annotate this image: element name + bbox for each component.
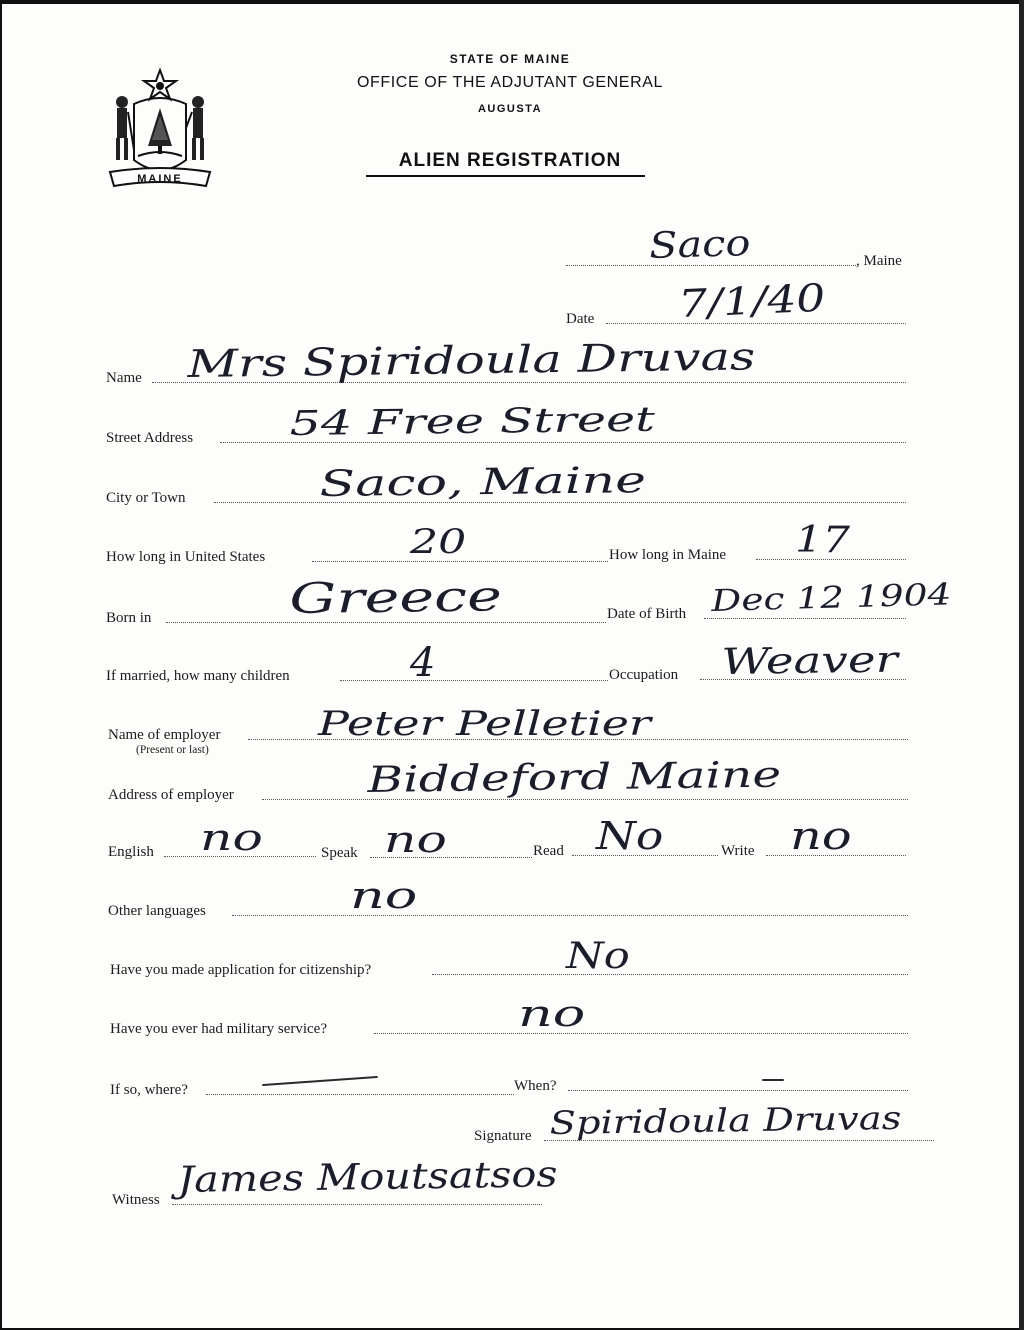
seal-banner-text: MAINE	[137, 173, 183, 185]
military-line	[374, 1033, 908, 1034]
employer-value: Peter Pelletier	[318, 704, 651, 744]
witness-value: James Moutsatsos	[177, 1154, 558, 1201]
where-dash-mark	[262, 1076, 378, 1086]
occupation-value: Weaver	[721, 639, 899, 683]
city-or-town-value: Saco, Maine	[318, 460, 647, 505]
military-value: no	[518, 994, 586, 1035]
place-suffix: , Maine	[856, 253, 902, 269]
street-address-value: 54 Free Street	[288, 399, 656, 444]
children-label: If married, how many children	[106, 668, 290, 684]
citizenship-label: Have you made application for citizenship?	[110, 962, 372, 978]
scan-edge-top	[0, 0, 1024, 4]
witness-label: Witness	[112, 1192, 160, 1208]
born-in-value: Greece	[288, 571, 503, 623]
employer-address-label: Address of employer	[108, 787, 234, 803]
speak-label: Speak	[321, 845, 358, 861]
employer-address-line	[262, 799, 908, 800]
other-languages-value: no	[350, 876, 418, 917]
other-languages-label: Other languages	[108, 903, 206, 919]
signature-value: Spiridoula Druvas	[549, 1098, 902, 1142]
form-title: ALIEN REGISTRATION	[398, 150, 622, 171]
header-state: STATE OF MAINE	[449, 52, 571, 66]
citizenship-line	[432, 974, 908, 975]
read-label: Read	[533, 843, 564, 859]
children-line	[340, 680, 608, 681]
english-label: English	[108, 844, 154, 860]
city-or-town-line	[214, 502, 906, 503]
children-value: 4	[410, 640, 436, 686]
date-line	[606, 323, 906, 324]
city-or-town-label: City or Town	[106, 490, 186, 506]
when-line	[568, 1090, 908, 1091]
speak-value: no	[384, 820, 447, 861]
maine-state-seal	[106, 68, 214, 192]
write-label: Write	[721, 843, 755, 859]
street-address-label: Street Address	[106, 430, 194, 446]
citizenship-value: No	[566, 936, 630, 977]
employer-address-value: Biddeford Maine	[367, 754, 782, 801]
name-label: Name	[106, 370, 142, 386]
employer-label: Name of employer	[108, 727, 221, 743]
where-label: If so, where?	[110, 1082, 188, 1098]
signature-label: Signature	[474, 1128, 532, 1144]
how-long-us-label: How long in United States	[106, 549, 266, 565]
where-line	[206, 1094, 514, 1095]
military-label: Have you ever had military service?	[110, 1021, 327, 1037]
header-office: OFFICE OF THE ADJUTANT GENERAL	[356, 74, 664, 91]
date-value: 7/1/40	[677, 275, 827, 326]
how-long-us-value: 20	[410, 522, 467, 562]
date-of-birth-value: Dec 12 1904	[710, 577, 953, 619]
name-value: Mrs Spiridoula Druvas	[187, 334, 756, 386]
how-long-maine-label: How long in Maine	[609, 547, 727, 563]
date-label: Date	[566, 311, 595, 327]
read-value: No	[596, 814, 664, 858]
place-value: Saco	[648, 222, 752, 267]
when-dash-mark	[762, 1079, 784, 1081]
other-languages-line	[232, 915, 908, 916]
born-in-line	[166, 622, 606, 623]
scan-edge-right	[1019, 0, 1024, 1330]
employer-sublabel: (Present or last)	[136, 744, 209, 756]
when-label: When?	[514, 1078, 557, 1094]
witness-line	[172, 1204, 542, 1205]
occupation-label: Occupation	[609, 667, 679, 683]
date-of-birth-label: Date of Birth	[607, 606, 687, 622]
born-in-label: Born in	[106, 610, 152, 626]
title-underline	[366, 175, 645, 177]
header-city: AUGUSTA	[477, 103, 543, 115]
how-long-maine-value: 17	[795, 520, 850, 561]
english-value: no	[200, 818, 263, 859]
write-value: no	[790, 814, 852, 858]
